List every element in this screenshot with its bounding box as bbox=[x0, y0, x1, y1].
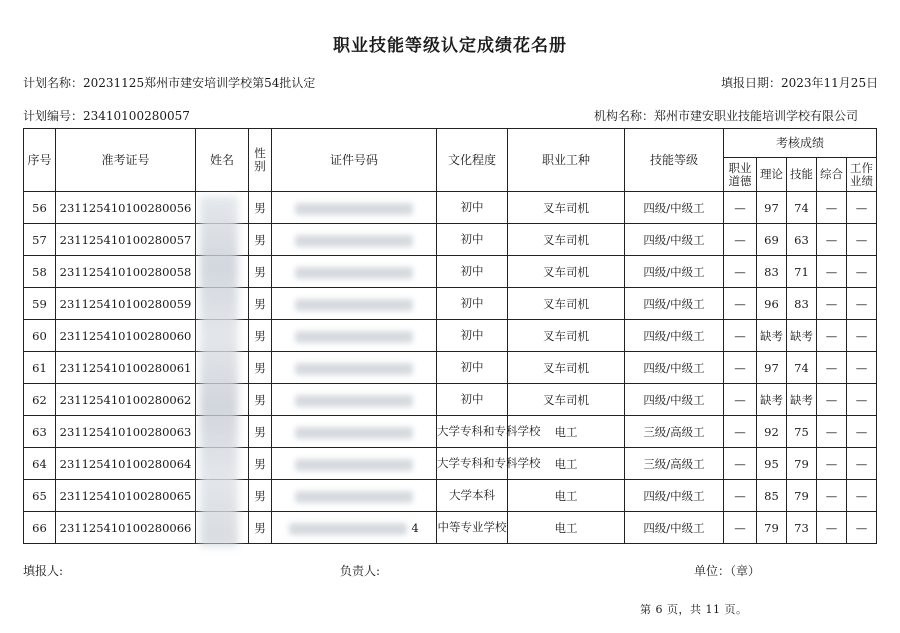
cell-skill: 79 bbox=[787, 448, 817, 480]
cell-gender: 男 bbox=[249, 448, 272, 480]
cell-id-no bbox=[272, 320, 437, 352]
page-title: 职业技能等级认定成绩花名册 bbox=[333, 36, 567, 56]
header-scores-group: 考核成绩 bbox=[724, 129, 877, 158]
table-row bbox=[24, 448, 877, 480]
cell-skill: 73 bbox=[787, 512, 817, 544]
cell-ethics: — bbox=[724, 480, 757, 512]
header-ethics: 职业道德 bbox=[724, 158, 757, 192]
cell-work-performance: — bbox=[847, 448, 877, 480]
cell-exam-no: 231125410100280065 bbox=[56, 480, 196, 512]
id-redaction bbox=[295, 235, 413, 247]
cell-comprehensive: — bbox=[817, 288, 847, 320]
cell-skill: 63 bbox=[787, 224, 817, 256]
cell-work-performance: — bbox=[847, 384, 877, 416]
cell-seq: 58 bbox=[24, 256, 56, 288]
cell-theory: 96 bbox=[757, 288, 787, 320]
cell-ethics: — bbox=[724, 320, 757, 352]
cell-skill: 75 bbox=[787, 416, 817, 448]
cell-id-no bbox=[272, 512, 437, 544]
cell-level: 四级/中级工 bbox=[625, 352, 724, 384]
id-redaction bbox=[295, 331, 413, 343]
cell-theory: 缺考 bbox=[757, 384, 787, 416]
cell-education: 中等专业学校 bbox=[437, 512, 508, 544]
table-row bbox=[24, 192, 877, 224]
cell-work-performance: — bbox=[847, 288, 877, 320]
cell-seq: 61 bbox=[24, 352, 56, 384]
cell-theory: 97 bbox=[757, 352, 787, 384]
cell-occupation: 叉车司机 bbox=[508, 384, 625, 416]
cell-occupation: 叉车司机 bbox=[508, 192, 625, 224]
cell-comprehensive: — bbox=[817, 384, 847, 416]
cell-comprehensive: — bbox=[817, 224, 847, 256]
cell-comprehensive: — bbox=[817, 512, 847, 544]
cell-exam-no: 231125410100280064 bbox=[56, 448, 196, 480]
cell-gender: 男 bbox=[249, 256, 272, 288]
cell-work-performance: — bbox=[847, 224, 877, 256]
cell-skill: 74 bbox=[787, 352, 817, 384]
header-name: 姓名 bbox=[196, 129, 249, 192]
table-row bbox=[24, 288, 877, 320]
fill-date: 填报日期：2023年11月25日 bbox=[721, 76, 879, 90]
id-redaction bbox=[295, 491, 413, 503]
cell-ethics: — bbox=[724, 224, 757, 256]
table-row bbox=[24, 352, 877, 384]
cell-exam-no: 231125410100280057 bbox=[56, 224, 196, 256]
cell-level: 四级/中级工 bbox=[625, 384, 724, 416]
cell-theory: 69 bbox=[757, 224, 787, 256]
cell-education: 大学专科和专科学校 bbox=[437, 448, 508, 480]
cell-level: 四级/中级工 bbox=[625, 256, 724, 288]
header-seq: 序号 bbox=[24, 129, 56, 192]
cell-skill: 79 bbox=[787, 480, 817, 512]
cell-skill: 74 bbox=[787, 192, 817, 224]
header-skill: 技能 bbox=[787, 158, 817, 192]
cell-level: 四级/中级工 bbox=[625, 512, 724, 544]
cell-id-no bbox=[272, 384, 437, 416]
cell-comprehensive: — bbox=[817, 320, 847, 352]
header-level: 技能等级 bbox=[625, 129, 724, 192]
cell-seq: 66 bbox=[24, 512, 56, 544]
cell-comprehensive: — bbox=[817, 192, 847, 224]
cell-theory: 83 bbox=[757, 256, 787, 288]
id-redaction bbox=[295, 267, 413, 279]
cell-level: 四级/中级工 bbox=[625, 320, 724, 352]
unit-seal-label: 单位：（章） bbox=[694, 564, 761, 578]
cell-theory: 92 bbox=[757, 416, 787, 448]
table-row bbox=[24, 320, 877, 352]
cell-gender: 男 bbox=[249, 224, 272, 256]
cell-seq: 65 bbox=[24, 480, 56, 512]
id-redaction bbox=[289, 523, 407, 535]
cell-id-no bbox=[272, 256, 437, 288]
cell-education: 初中 bbox=[437, 352, 508, 384]
cell-occupation: 叉车司机 bbox=[508, 256, 625, 288]
cell-skill: 71 bbox=[787, 256, 817, 288]
cell-theory: 85 bbox=[757, 480, 787, 512]
cell-exam-no: 231125410100280059 bbox=[56, 288, 196, 320]
cell-theory: 缺考 bbox=[757, 320, 787, 352]
cell-work-performance: — bbox=[847, 480, 877, 512]
cell-level: 四级/中级工 bbox=[625, 288, 724, 320]
cell-level: 四级/中级工 bbox=[625, 480, 724, 512]
cell-work-performance: — bbox=[847, 256, 877, 288]
cell-gender: 男 bbox=[249, 384, 272, 416]
cell-seq: 63 bbox=[24, 416, 56, 448]
header-education: 文化程度 bbox=[437, 129, 508, 192]
cell-occupation: 电工 bbox=[508, 480, 625, 512]
cell-education: 大学本科 bbox=[437, 480, 508, 512]
cell-ethics: — bbox=[724, 192, 757, 224]
cell-id-no bbox=[272, 448, 437, 480]
cell-ethics: — bbox=[724, 256, 757, 288]
table-row bbox=[24, 512, 877, 544]
cell-exam-no: 231125410100280066 bbox=[56, 512, 196, 544]
responsible-label: 负责人: bbox=[340, 564, 381, 578]
cell-gender: 男 bbox=[249, 192, 272, 224]
cell-seq: 59 bbox=[24, 288, 56, 320]
cell-occupation: 叉车司机 bbox=[508, 288, 625, 320]
cell-exam-no: 231125410100280062 bbox=[56, 384, 196, 416]
cell-education: 初中 bbox=[437, 192, 508, 224]
cell-ethics: — bbox=[724, 448, 757, 480]
cell-id-no bbox=[272, 192, 437, 224]
table-row bbox=[24, 256, 877, 288]
cell-ethics: — bbox=[724, 288, 757, 320]
cell-ethics: — bbox=[724, 512, 757, 544]
table-row bbox=[24, 384, 877, 416]
cell-work-performance: — bbox=[847, 416, 877, 448]
cell-skill: 缺考 bbox=[787, 320, 817, 352]
cell-skill: 缺考 bbox=[787, 384, 817, 416]
cell-theory: 95 bbox=[757, 448, 787, 480]
score-roster-table bbox=[23, 128, 877, 544]
cell-seq: 64 bbox=[24, 448, 56, 480]
cell-comprehensive: — bbox=[817, 352, 847, 384]
cell-education: 初中 bbox=[437, 224, 508, 256]
cell-work-performance: — bbox=[847, 352, 877, 384]
cell-level: 四级/中级工 bbox=[625, 192, 724, 224]
id-redaction bbox=[295, 299, 413, 311]
cell-comprehensive: — bbox=[817, 448, 847, 480]
table-row bbox=[24, 224, 877, 256]
plan-number: 计划编号：23410100280057 bbox=[23, 109, 190, 123]
cell-level: 三级/高级工 bbox=[625, 448, 724, 480]
id-redaction bbox=[295, 363, 413, 375]
cell-exam-no: 231125410100280058 bbox=[56, 256, 196, 288]
cell-ethics: — bbox=[724, 352, 757, 384]
cell-exam-no: 231125410100280060 bbox=[56, 320, 196, 352]
name-redaction bbox=[200, 196, 238, 546]
cell-occupation: 叉车司机 bbox=[508, 224, 625, 256]
cell-seq: 57 bbox=[24, 224, 56, 256]
cell-comprehensive: — bbox=[817, 256, 847, 288]
id-visible-suffix: 4 bbox=[411, 520, 419, 535]
cell-work-performance: — bbox=[847, 192, 877, 224]
cell-id-no bbox=[272, 352, 437, 384]
header-id-no: 证件号码 bbox=[272, 129, 437, 192]
cell-education: 初中 bbox=[437, 384, 508, 416]
cell-education: 大学专科和专科学校 bbox=[437, 416, 508, 448]
cell-education: 初中 bbox=[437, 320, 508, 352]
cell-gender: 男 bbox=[249, 416, 272, 448]
cell-occupation: 叉车司机 bbox=[508, 320, 625, 352]
cell-exam-no: 231125410100280061 bbox=[56, 352, 196, 384]
cell-gender: 男 bbox=[249, 320, 272, 352]
id-redaction bbox=[295, 203, 413, 215]
cell-theory: 97 bbox=[757, 192, 787, 224]
cell-id-no bbox=[272, 480, 437, 512]
header-gender: 性别 bbox=[249, 129, 272, 192]
institution-name: 机构名称：郑州市建安职业技能培训学校有限公司 bbox=[594, 109, 859, 123]
cell-id-no bbox=[272, 224, 437, 256]
cell-gender: 男 bbox=[249, 480, 272, 512]
cell-id-no bbox=[272, 416, 437, 448]
plan-name: 计划名称：20231125郑州市建安培训学校第54批认定 bbox=[23, 76, 316, 90]
header-theory: 理论 bbox=[757, 158, 787, 192]
cell-level: 三级/高级工 bbox=[625, 416, 724, 448]
header-exam-no: 准考证号 bbox=[56, 129, 196, 192]
cell-occupation: 叉车司机 bbox=[508, 352, 625, 384]
cell-gender: 男 bbox=[249, 512, 272, 544]
id-redaction bbox=[295, 427, 413, 439]
cell-occupation: 电工 bbox=[508, 448, 625, 480]
cell-gender: 男 bbox=[249, 288, 272, 320]
header-work-performance: 工作业绩 bbox=[847, 158, 877, 192]
cell-theory: 79 bbox=[757, 512, 787, 544]
cell-seq: 56 bbox=[24, 192, 56, 224]
cell-comprehensive: — bbox=[817, 480, 847, 512]
table-row bbox=[24, 480, 877, 512]
table-row bbox=[24, 416, 877, 448]
cell-exam-no: 231125410100280056 bbox=[56, 192, 196, 224]
header-comprehensive: 综合 bbox=[817, 158, 847, 192]
cell-work-performance: — bbox=[847, 512, 877, 544]
cell-gender: 男 bbox=[249, 352, 272, 384]
cell-occupation: 电工 bbox=[508, 512, 625, 544]
cell-occupation: 电工 bbox=[508, 416, 625, 448]
cell-skill: 83 bbox=[787, 288, 817, 320]
cell-level: 四级/中级工 bbox=[625, 224, 724, 256]
cell-education: 初中 bbox=[437, 288, 508, 320]
id-redaction bbox=[295, 459, 413, 471]
cell-exam-no: 231125410100280063 bbox=[56, 416, 196, 448]
cell-seq: 62 bbox=[24, 384, 56, 416]
cell-seq: 60 bbox=[24, 320, 56, 352]
cell-id-no bbox=[272, 288, 437, 320]
cell-ethics: — bbox=[724, 416, 757, 448]
header-occupation: 职业工种 bbox=[508, 129, 625, 192]
page-indicator: 第 6 页，共 11 页。 bbox=[640, 603, 748, 616]
cell-work-performance: — bbox=[847, 320, 877, 352]
cell-education: 初中 bbox=[437, 256, 508, 288]
id-redaction bbox=[295, 395, 413, 407]
cell-comprehensive: — bbox=[817, 416, 847, 448]
cell-ethics: — bbox=[724, 384, 757, 416]
filler-label: 填报人: bbox=[23, 564, 64, 578]
